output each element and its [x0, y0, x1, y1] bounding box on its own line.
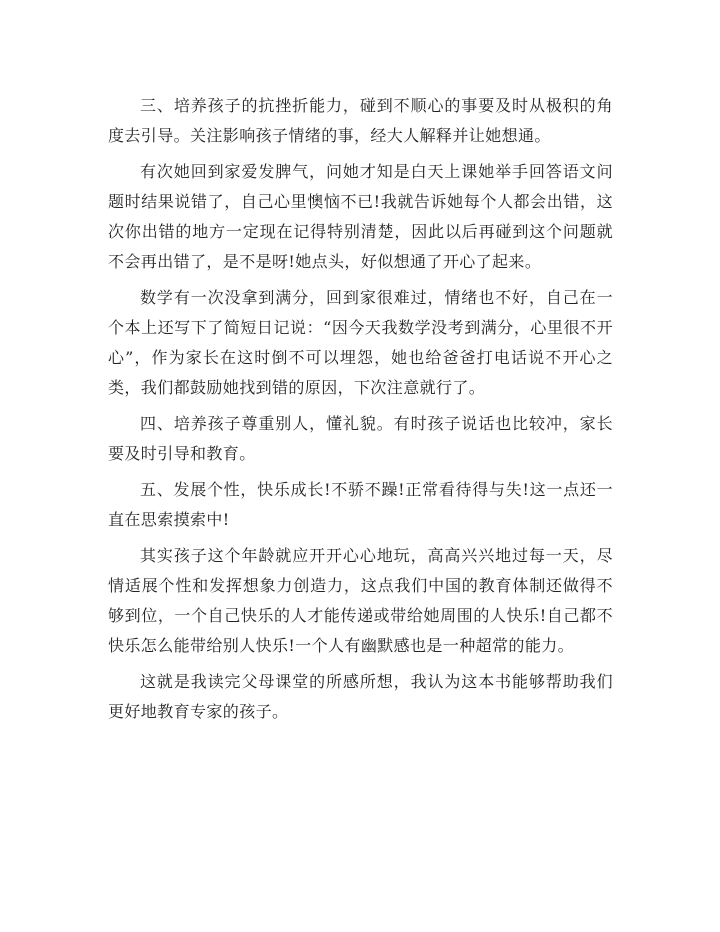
- paragraph-1: 三、培养孩子的抗挫折能力，碰到不顺心的事要及时从极积的角度去引导。关注影响孩子情绪的事，经大人解释并让她想通。: [108, 96, 613, 145]
- paragraph-2: 有次她回到家爱发脾气，问她才知是白天上课她举手回答语文问题时结果说错了，自己心里懊恼不已!我就告诉她每个人都会出错，这次你出错的地方一定现在记得特别清楚，因此以后再碰到这个问题就不会再出错了，是不是呀!她点头，好似想通了开心了起来。: [108, 162, 613, 271]
- paragraph-6: 其实孩子这个年龄就应开开心心地玩，高高兴兴地过每一天，尽情适展个性和发挥想象力创造力，这点我们中国的教育体制还做得不够到位，一个自己快乐的人才能传递或带给她周围的人快乐!自己都不快乐怎么能带给别人快乐!一个人有幽默感也是一种超常的能力。: [108, 546, 613, 655]
- paragraph-4: 四、培养孩子尊重别人，懂礼貌。有时孩子说话也比较冲，家长要及时引导和教育。: [108, 414, 613, 463]
- paragraph-3: 数学有一次没拿到满分，回到家很难过，情绪也不好，自己在一个本上还写下了简短日记说：“因今天我数学没考到满分，心里很不开心”，作为家长在这时倒不可以埋怨，她也给爸爸打电话说不开心之类，我们都鼓励她找到错的原因，下次注意就行了。: [108, 288, 613, 397]
- document-body: [108, 91, 613, 733]
- paragraph-7: 这就是我读完父母课堂的所感所想，我认为这本书能够帮助我们更好地教育专家的孩子。: [108, 672, 613, 721]
- paragraph-5: 五、发展个性，快乐成长!不骄不躁!正常看待得与失!这一点还一直在思索摸索中!: [108, 480, 613, 529]
